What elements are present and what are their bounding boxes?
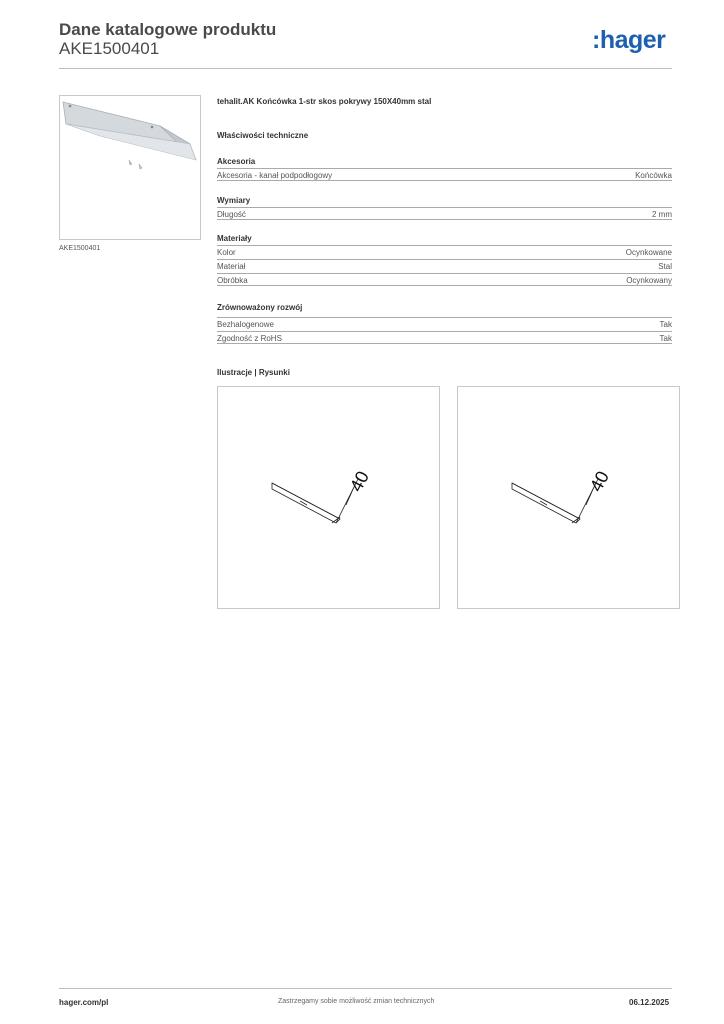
property-label: Długość — [217, 210, 246, 219]
drawing-2 — [457, 386, 680, 609]
dimension-label: 40 — [345, 467, 373, 495]
product-photo — [59, 95, 201, 240]
illustrations-heading: Ilustracje | Rysunki — [217, 368, 290, 377]
hager-logo: :hager — [592, 26, 666, 54]
dimension-label: 40 — [585, 467, 613, 495]
group-title-accessories: Akcesoria — [217, 157, 256, 166]
photo-caption: AKE1500401 — [59, 245, 101, 252]
property-label: Zgodność z RoHS — [217, 334, 282, 343]
property-label: Akcesoria - kanał podpodłogowy — [217, 171, 333, 180]
property-value: Ocynkowany — [626, 276, 672, 285]
property-row — [217, 259, 672, 272]
dimension-drawing-2 — [458, 387, 679, 608]
property-value: Końcówka — [635, 171, 672, 180]
footer-divider — [59, 988, 672, 989]
group-title-sustainability: Zrównoważony rozwój — [217, 303, 303, 312]
property-label: Obróbka — [217, 276, 248, 285]
property-row — [217, 273, 672, 286]
product-code: AKE1500401 — [59, 39, 160, 58]
drawing-1 — [217, 386, 440, 609]
property-row — [217, 207, 672, 220]
group-title-materials: Materiały — [217, 234, 252, 243]
property-value: Tak — [659, 334, 672, 343]
footer-website: hager.com/pl — [59, 998, 109, 1007]
document-title: Dane katalogowe produktu — [59, 20, 277, 39]
footer-date: 06.12.2025 — [629, 998, 670, 1007]
property-row — [217, 245, 672, 258]
property-value: Tak — [659, 320, 672, 329]
property-label: Kolor — [217, 248, 236, 257]
technical-properties-heading: Właściwości techniczne — [217, 131, 309, 140]
product-title: tehalit.AK Końcówka 1-str skos pokrywy 150X40mm stal — [217, 97, 432, 106]
cover-end-piece-image — [60, 96, 200, 239]
property-row — [217, 331, 672, 344]
property-value: Stal — [658, 262, 672, 271]
group-title-dimensions: Wymiary — [217, 196, 251, 205]
property-row — [217, 317, 672, 330]
property-label: Bezhalogenowe — [217, 320, 274, 329]
property-label: Materiał — [217, 262, 246, 271]
property-value: 2 mm — [652, 210, 672, 219]
header-divider — [59, 68, 672, 69]
dimension-drawing-1 — [218, 387, 439, 608]
property-value: Ocynkowane — [625, 248, 672, 257]
property-row — [217, 168, 672, 181]
footer-disclaimer: Zastrzegamy sobie możliwość zmian technicznych — [278, 998, 435, 1005]
